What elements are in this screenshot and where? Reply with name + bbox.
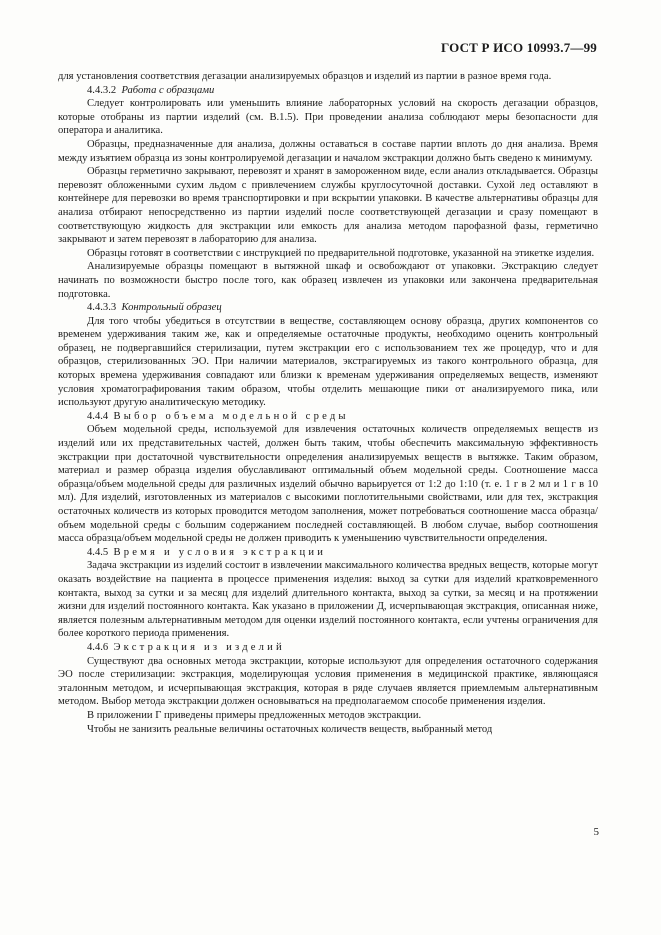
paragraph: Для того чтобы убедиться в отсутствии в веществе, составляющем основу образца, других компонентов со временем удерживания таким же, как и определяемые остаточные продукты, необходимо оценить контрольный образец, не подвергавшийся стерилизации, путем экстракции его с использованием тех же процедур, что и для образцов, стерилизованных ЭО. При наличии материалов, экстрагируемых из такого контрольного образца, для которых времена удерживания совпадают или близки к временам удерживания определяемых веществ, изменяют условия хроматографирования таким образом, чтобы отделить мешающие пики от анализируемого пика, или используют другую аналитическую методику. [58, 315, 598, 409]
section-title: Экстракция из изделий [113, 641, 285, 653]
paragraph-continuation: для установления соответствия дегазации анализируемых образцов и изделий из партии в разное время года. [58, 71, 552, 82]
section-title: Время и условия экстракции [113, 546, 327, 558]
paragraph: Чтобы не занизить реальные величины остаточных количеств веществ, выбранный метод [87, 723, 493, 735]
paragraph: Образцы готовят в соответствии с инструкцией по предварительной подготовке, указанной на этикетке изделия. [87, 247, 595, 259]
subsection-heading [58, 84, 598, 98]
paragraph: Объем модельной среды, используемой для извлечения остаточных количеств определяемых веществ из изделий или их представительных частей, должен быть таким, чтобы обеспечить максимальную эффективность экстракции при достаточной чувствительности определения анализируемых веществ в вытяжке. Таким образом, материал и размер образца изделия обуславливают оптимальный объем модельной среды. Соотношение масса образца/объем модельной среды для различных изделий обычно варьируется от 1:2 до 1:10 (т. е. 1 г в 2 мл и 1 г в 10 мл). Для изделий, изготовленных из материалов с высокими поглотительными свойствами, или для тех, экстракция остаточных количеств из которых проводится методом заполнения, может потребоваться соотношение масса образца/объем модельной среды с большим содержанием последней составляющей. В любом случае, выбор соотношения масса образца/объем модельной среды не должен приводить к уменьшению чувствительности определения. [58, 424, 598, 545]
page-number: 5 [593, 826, 599, 838]
paragraph: Анализируемые образцы помещают в вытяжной шкаф и освобождают от упаковки. Экстракцию следует начинать по возможности быстро после того, как образец извлечен из упаковки или закончена предварительная подготовка. [58, 261, 598, 300]
section-heading [58, 641, 598, 655]
section-number: 4.4.6 [87, 641, 109, 653]
subsection-heading [58, 301, 598, 315]
paragraph: Существуют два основных метода экстракции, которые используют для определения остаточного содержания ЭО после стерилизации: экстракция, моделирующая условия применения в медицинской практике, являющаяся эталонным методом, и исчерпывающая экстракция, которая в ряде случаев является приемлемым альтернативным методом. Выбор метода экстракции должен основываться на предполагаемом способе применения изделия. [58, 655, 598, 708]
subsection-title: Контрольный образец [121, 302, 222, 314]
subsection-number: 4.4.3.2 [87, 84, 117, 96]
document-header: ГОСТ Р ИСО 10993.7—99 [440, 40, 597, 55]
paragraph: Образцы, предназначенные для анализа, должны оставаться в составе партии вплоть до дня анализа. Время между изъятием образца из зоны контролируемой дегазации и началом экстракции должно быть сведено к минимуму. [58, 138, 598, 164]
section-heading [58, 546, 598, 560]
paragraph: Задача экстракции из изделий состоит в извлечении максимального количества вредных веществ, которые могут оказать воздействие на пациента в процессе применения изделия: выход за сутки для изделий кратковременного контакта, выход за сутки и за месяц для изделий длительного контакта, выход за сутки, за месяц и на протяжении жизни для изделий постоянного контакта. Как указано в приложении Д, исчерпывающая экстракция, описанная ниже, является полезным альтернативным методом для оценки изделий постоянного контакта, если учтены ограничения для более короткого периода применения. [58, 560, 598, 640]
section-number: 4.4.5 [87, 546, 109, 558]
section-number: 4.4.4 [87, 410, 109, 422]
section-heading [58, 410, 598, 424]
document-body [58, 70, 598, 736]
subsection-title: Работа с образцами [121, 84, 215, 96]
section-title: Выбор объема модельной среды [113, 410, 349, 422]
paragraph: Образцы герметично закрывают, перевозят и хранят в замороженном виде, если анализ откладывается. Образцы перевозят обложенными сухим льдом с привлечением службы круглосуточной доставки. Сухой лед оставляют в контейнере для перевозки во время транспортировки и при вскрытии упаковки. В качестве альтернативы образцы для анализа отбирают непосредственно из партии изделий после соответствующей дегазации и сразу помещают в соответствующую жидкость для экстракции или емкость для анализа методом парофазной фазы, герметично закрывают и затем перевозят в лабораторию для анализа. [58, 166, 598, 246]
subsection-number: 4.4.3.3 [87, 302, 117, 314]
paragraph: В приложении Г приведены примеры предложенных методов экстракции. [87, 709, 422, 721]
paragraph: Следует контролировать или уменьшить влияние лабораторных условий на скорость дегазации образцов, которые отобраны из партии изделий (см. В.1.5). При проведении анализа соблюдают меры безопасности для оператора и аналитика. [58, 98, 598, 137]
